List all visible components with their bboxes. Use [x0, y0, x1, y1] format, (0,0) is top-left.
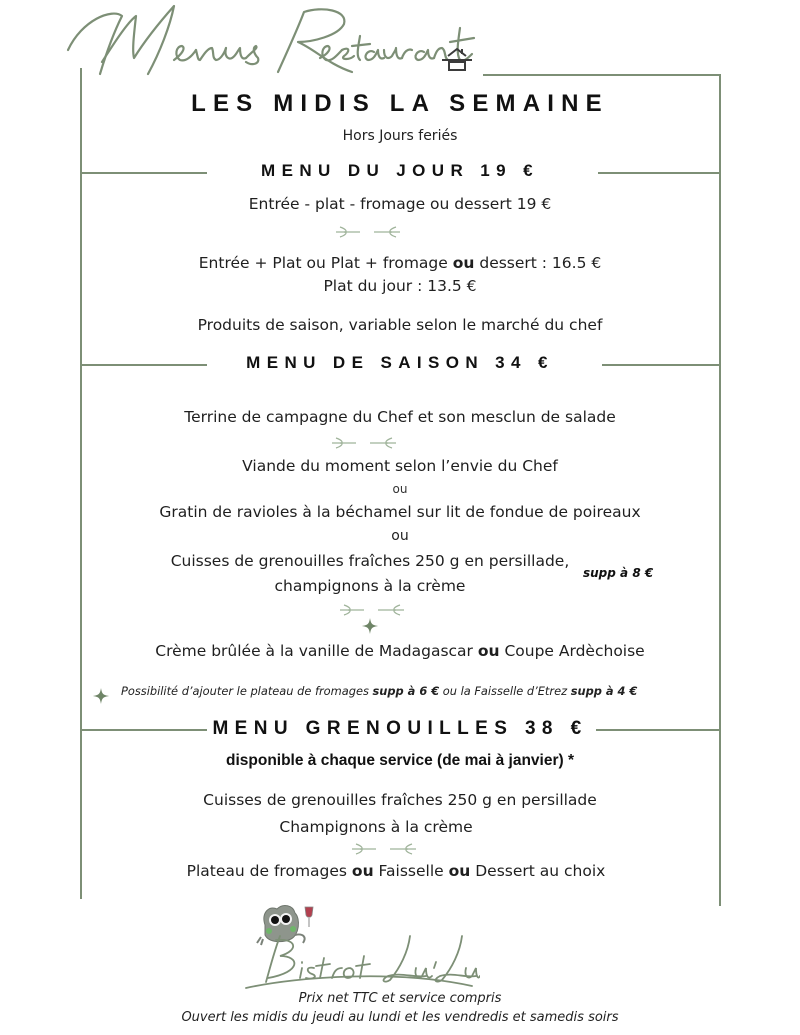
saison-dessert: [0, 642, 800, 660]
menu-du-jour-line-2: [0, 254, 800, 272]
note-supp-1: supp à 6 €: [372, 684, 440, 698]
saison-main-3-line-1: Cuisses de grenouilles fraîches 250 g en persillade,: [170, 552, 570, 570]
saison-ou-2: ou: [391, 528, 409, 544]
line3-ou-1: ou: [351, 862, 374, 880]
line3-text-b: Faisselle: [373, 862, 449, 880]
dessert-text-b: Coupe Ardèchoise: [499, 642, 645, 660]
footer-opening-hours: Ouvert les midis du jeudi au lundi et les vendredis et samedis soirs: [181, 1010, 619, 1025]
line2-text-b: dessert : 16.5 €: [474, 254, 602, 272]
line2-text-a: Entrée + Plat ou Plat + fromage: [198, 254, 453, 272]
leaf-divider-icon: [346, 842, 422, 856]
section-title-menu-du-jour: MENU DU JOUR 19 €: [261, 161, 539, 180]
menu-du-jour-line-4: Produits de saison, variable selon le marché du chef: [197, 316, 603, 334]
sparkle-icon: [93, 688, 109, 704]
grenouilles-line-3: [0, 862, 796, 880]
script-title-menus-restaurant: [62, 2, 482, 82]
dessert-text-a: Crème brûlée à la vanille de Madagascar: [155, 642, 478, 660]
menu-du-jour-line-1: Entrée - plat - fromage ou dessert 19 €: [248, 195, 552, 213]
saison-starter: Terrine de campagne du Chef et son mesclun de salade: [184, 408, 616, 426]
line3-ou-2: ou: [448, 862, 471, 880]
line3-text-a: Plateau de fromages: [186, 862, 352, 880]
dessert-ou: ou: [477, 642, 500, 660]
sparkle-icon: [362, 618, 378, 634]
grenouilles-line-2: Champignons à la crème: [279, 818, 473, 836]
saison-main-3-supp: supp à 8 €: [583, 566, 654, 580]
note-text-a: Possibilité d’ajouter le plateau de fromages: [121, 684, 373, 698]
subtitle: Hors Jours feriés: [342, 128, 458, 144]
leaf-divider-icon: [334, 603, 410, 617]
section-title-menu-grenouilles: MENU GRENOUILLES 38 €: [212, 718, 588, 739]
footer-price-note: Prix net TTC et service compris: [298, 991, 502, 1006]
main-title: LES MIDIS LA SEMAINE: [191, 90, 609, 117]
note-supp-2: supp à 4 €: [570, 684, 638, 698]
saison-cheese-note: [121, 684, 637, 698]
saison-main-2: Gratin de ravioles à la béchamel sur lit de fondue de poireaux: [159, 503, 641, 521]
leaf-divider-icon: [330, 225, 406, 239]
fait-maison-house-icon: [440, 46, 474, 72]
bistrot-lulu-logo: [240, 932, 480, 994]
note-text-b: ou la Faisselle d’Etrez: [439, 684, 571, 698]
grenouilles-availability: disponible à chaque service (de mai à janvier) *: [225, 752, 575, 769]
menu-du-jour-line-3: Plat du jour : 13.5 €: [323, 277, 477, 295]
leaf-divider-icon: [326, 436, 402, 450]
grenouilles-line-1: Cuisses de grenouilles fraîches 250 g en persillade: [203, 791, 597, 809]
line2-ou: ou: [452, 254, 475, 272]
saison-main-3-line-2: champignons à la crème: [274, 577, 466, 595]
saison-ou-1: ou: [392, 482, 408, 496]
frame-top-line: [483, 74, 721, 76]
saison-main-1: Viande du moment selon l’envie du Chef: [242, 457, 558, 475]
section-title-menu-de-saison: MENU DE SAISON 34 €: [246, 353, 554, 372]
line3-text-c: Dessert au choix: [470, 862, 606, 880]
